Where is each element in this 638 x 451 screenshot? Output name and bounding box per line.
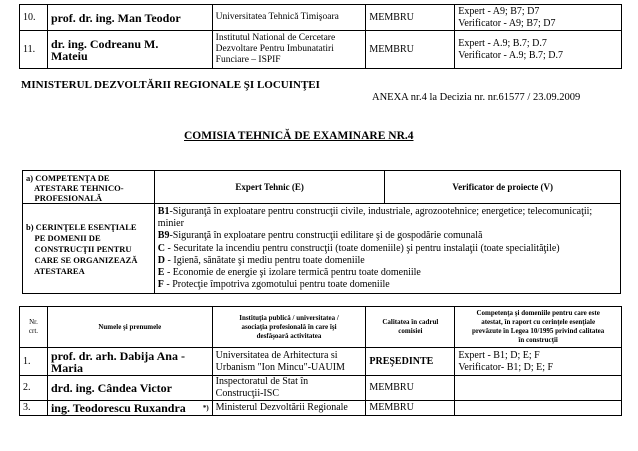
row-number: 2.	[20, 376, 48, 401]
requirement-item	[158, 230, 617, 242]
footnote-marker: *)	[202, 404, 209, 412]
verificator-header: Verificator de proiecte (V)	[385, 171, 621, 204]
member-institution: Universitatea Tehnică Timişoara	[212, 5, 366, 31]
requirement-item	[158, 206, 617, 230]
column-header-competence: Competenţa şi domeniile pentru care este atestat, în raport cu cerinţele esenţiale prevăzute în Legea 10/1995 privind calitatea în construcţii	[455, 307, 622, 348]
requirement-text: - Securitate la incendiu pentru construcţii (toate domeniile) şi pentru instalaţii (toate specialităţile)	[165, 242, 560, 254]
table-row	[23, 204, 621, 294]
row-number: 1.	[20, 348, 48, 376]
member-name-cell	[47, 401, 212, 416]
ministry-heading: MINISTERUL DEZVOLTĂRII REGIONALE ŞI LOCUINŢEI	[21, 79, 320, 91]
member-name: prof. dr. arh. Dabija Ana - Maria	[47, 348, 212, 376]
commission-members-table	[19, 306, 622, 416]
table-row	[23, 171, 621, 204]
member-role: MEMBRU	[366, 5, 455, 31]
member-competence	[455, 401, 622, 416]
column-header-nr: Nr. crt.	[20, 307, 48, 348]
competence-label: a) COMPETENŢA DE ATESTARE TEHNICO- PROFESIONALĂ	[23, 171, 155, 204]
member-role: MEMBRU	[366, 31, 455, 69]
requirement-code: E	[157, 267, 165, 279]
member-name: prof. dr. ing. Man Teodor	[47, 5, 212, 31]
previous-members-table	[19, 4, 622, 69]
requirement-item	[158, 243, 617, 255]
column-header-institution: Instituţia publică / universitatea / asociaţia profesională în care îşi desfăşoară activitatea	[212, 307, 366, 348]
requirement-text: -Siguranţă în exploatare pentru construcţii civile, industriale, agrozootehnice; energetice; telecomunicaţii; minier	[157, 206, 593, 230]
column-header-name: Numele şi prenumele	[47, 307, 212, 348]
member-role: PREŞEDINTE	[366, 348, 455, 376]
table-row	[20, 5, 622, 31]
requirement-text: - Protecţie împotriva zgomotului pentru toate domeniile	[163, 279, 390, 291]
member-competence	[455, 376, 622, 401]
requirement-text: - Igienă, sănătate şi mediu pentru toate domeniile	[165, 254, 365, 266]
table-row	[20, 376, 622, 401]
member-role: MEMBRU	[366, 401, 455, 416]
table-row	[20, 348, 622, 376]
requirement-item	[158, 279, 617, 291]
requirement-code: B1	[157, 206, 170, 217]
requirements-label: b) CERINŢELE ESENŢIALE PE DOMENII DE CONSTRUCŢII PENTRU CARE SE ORGANIZEAZĂ ATESTAREA	[23, 204, 155, 294]
requirement-code: D	[157, 254, 166, 266]
annex-reference: ANEXA nr.4 la Decizia nr. nr.61577 / 23.09.2009	[372, 92, 581, 103]
member-competence: Expert - A9; B7; D7 Verificator - A9; B7; D7	[455, 5, 622, 31]
member-competence: Expert - A.9; B.7; D.7 Verificator - A.9; B.7; D.7	[455, 31, 622, 69]
row-number: 11.	[20, 31, 48, 69]
table-row	[20, 401, 622, 416]
member-institution: Inspectoratul de Stat în Construcţii-ISC	[212, 376, 366, 401]
requirement-code: C	[157, 242, 166, 254]
requirement-item	[158, 267, 617, 279]
member-name: dr. ing. Codreanu M. Mateiu	[47, 31, 212, 69]
member-institution: Ministerul Dezvoltării Regionale	[212, 401, 366, 416]
member-institution: Universitatea de Arhitectura si Urbanism "Ion Mincu"-UAUIM	[212, 348, 366, 376]
competence-table	[22, 170, 621, 294]
commission-title: COMISIA TEHNICĂ DE EXAMINARE NR.4	[184, 130, 414, 142]
requirement-text: - Economie de energie şi izolare termică pentru toate domeniile	[164, 267, 421, 279]
column-header-role: Calitatea în cadrul comisiei	[366, 307, 455, 348]
member-role: MEMBRU	[366, 376, 455, 401]
requirements-list	[154, 204, 620, 294]
expert-header: Expert Tehnic (E)	[154, 171, 385, 204]
row-number: 10.	[20, 5, 48, 31]
member-name: drd. ing. Cândea Victor	[47, 376, 212, 401]
member-institution: Institutul National de Cercetare Dezvoltare Pentru Imbunatatiri Funciare – ISPIF	[212, 31, 366, 69]
requirement-item	[158, 255, 617, 267]
row-number: 3.	[20, 401, 48, 416]
table-header-row	[20, 307, 622, 348]
requirement-code: F	[157, 279, 164, 291]
member-competence: Expert - B1; D; E; F Verificator- B1; D; E; F	[455, 348, 622, 376]
table-row	[20, 31, 622, 69]
requirement-code: B9	[157, 230, 170, 242]
requirement-text: -Siguranţă în exploatare pentru construcţii edilitare şi de gospodărie comunală	[169, 230, 483, 242]
member-name: ing. Teodorescu Ruxandra	[50, 401, 186, 415]
